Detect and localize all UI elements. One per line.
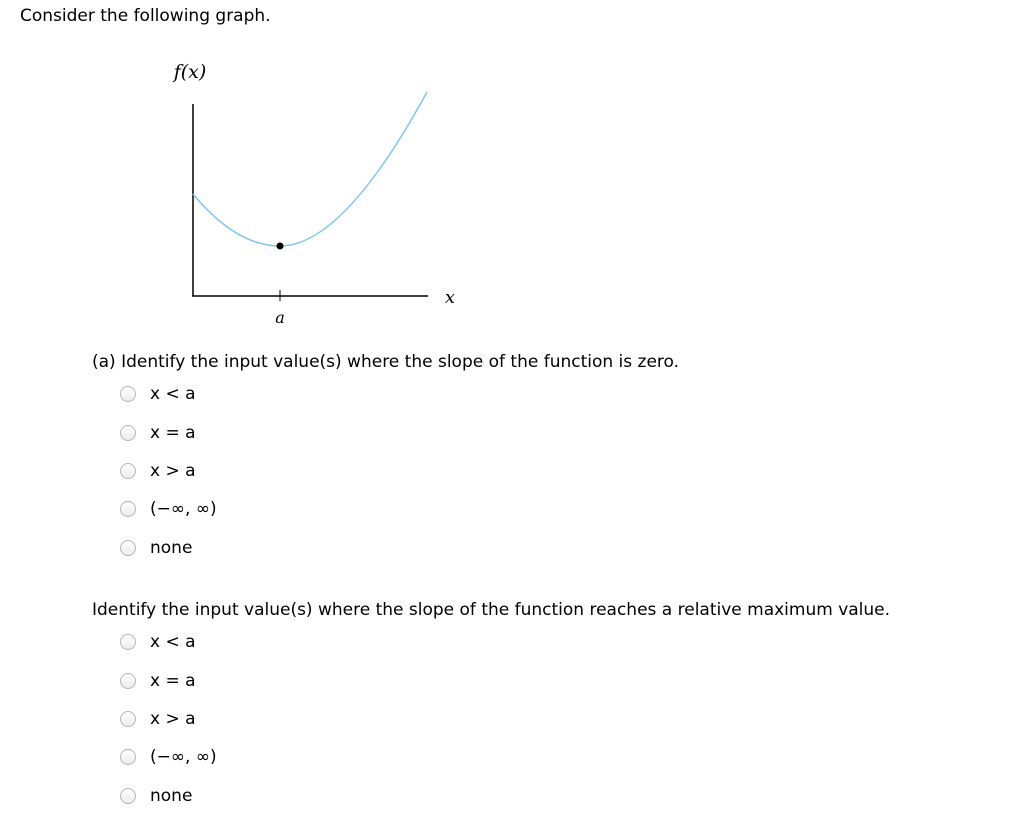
option-label: (−∞, ∞) [150,499,217,520]
part-b-options [120,623,217,815]
option-label: x > a [150,460,196,481]
part-b-option-all-reals[interactable] [120,738,217,776]
minimum-point [277,243,284,250]
option-label: x < a [150,384,196,405]
radio-button[interactable] [120,749,136,765]
radio-button[interactable] [120,711,136,727]
radio-button[interactable] [120,540,136,556]
radio-button[interactable] [120,788,136,804]
option-label: none [150,537,193,558]
part-b-question: Identify the input value(s) where the slope of the function reaches a relative maximum value. [92,600,891,620]
part-a-option-x-equals-a[interactable] [120,413,217,451]
option-label: x > a [150,708,196,729]
part-b-option-x-less-a[interactable] [120,623,217,661]
part-a-option-x-greater-a[interactable] [120,452,217,490]
function-curve [193,92,427,246]
radio-button[interactable] [120,386,136,402]
tick-label-a: a [275,308,285,327]
intro-text: Consider the following graph. [20,6,271,26]
radio-button[interactable] [120,673,136,689]
option-label: x = a [150,422,196,443]
radio-button[interactable] [120,425,136,441]
x-axis-label: x [444,287,456,308]
y-axis-label: f(x) [173,61,207,83]
part-a-option-none[interactable] [120,529,217,567]
part-a-options [120,375,217,567]
radio-button[interactable] [120,463,136,479]
part-b-option-x-greater-a[interactable] [120,700,217,738]
part-b-option-x-equals-a[interactable] [120,661,217,699]
part-a-option-all-reals[interactable] [120,490,217,528]
part-b-option-none[interactable] [120,777,217,815]
radio-button[interactable] [120,634,136,650]
option-label: x = a [150,670,196,691]
part-a-option-x-less-a[interactable] [120,375,217,413]
function-graph [150,50,470,340]
option-label: x < a [150,632,196,653]
radio-button[interactable] [120,501,136,517]
option-label: (−∞, ∞) [150,747,217,768]
option-label: none [150,785,193,806]
part-a-question: (a) Identify the input value(s) where the slope of the function is zero. [92,352,680,372]
